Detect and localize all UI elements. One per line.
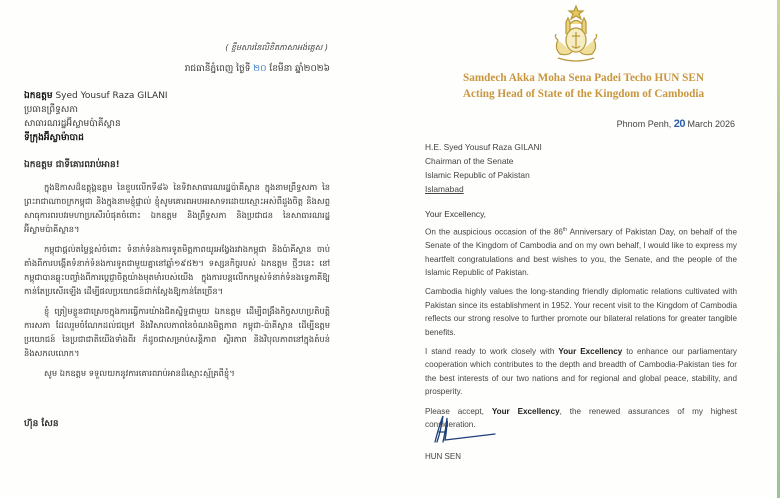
royal-arms-emblem-icon (544, 4, 608, 66)
p1-ordinal-suffix: th (562, 227, 568, 233)
header-title-line-1: Samdech Akka Moha Sena Padei Techo HUN SEN (463, 72, 704, 84)
khmer-addressee-name-line (24, 89, 364, 103)
khmer-date-line (185, 62, 330, 76)
khmer-translation-note: ( ខ្ទឹមសារនៃលិខិតភាសាអង់គ្លេស ) (225, 43, 328, 52)
addressee-country: Islamic Republic of Pakistan (425, 170, 530, 180)
paragraph-1 (425, 224, 737, 279)
p3-text-a: I stand ready to work closely with (425, 346, 559, 356)
english-letter (390, 0, 777, 498)
english-body (425, 224, 737, 437)
signatory-name: HUN SEN (425, 452, 462, 461)
khmer-addressee-block (24, 89, 364, 145)
khmer-title: ឯកឧត្តម (24, 91, 53, 101)
date-suffix: March 2026 (684, 119, 735, 129)
khmer-salutation: ឯកឧត្តម ជាទីគោរពរាប់អាន! (24, 160, 120, 170)
p4-bold-title: Your Excellency (491, 406, 560, 416)
paragraph-2: Cambodia highly values the long-standing friendly diplomatic relations cultivated with Pakistan since its establishment in 1952. Your recent visit to the Kingdom of Cambodia reflects our strong resolve to further promote our bilateral relations for greater tangible benefits. (425, 287, 737, 337)
khmer-paragraph: កម្ពុជាផ្តល់តម្លៃខ្ពស់ចំពោះ ទំនាក់ទំនងការទូតមិត្តភាពយូរអង្វែងរវាងកម្ពុជា និងប៉ាគីស្ថាន ចាប់តាំងពីការបង្កើតទំនាក់ទំនងការទូតជាមួយគ្នានៅឆ្នាំ១៩៥២។ ទស្សនកិច្ចរបស់ ឯកឧត្តម ថ្មីៗនេះ នៅកម្ពុជាបានឆ្លុះបញ្ចាំងពីការប្តេជ្ញាចិត្តយ៉ាងមុតមាំរបស់យើង ក្នុងការបន្តលើកកម្ពស់ទំនាក់ទំនងទ្វេភាគីឱ្យកាន់តែប្រសើរឡើង ដើម្បីផលប្រយោជន៍ជាក់ស្តែងឱ្យកាន់តែច្រើន។ (24, 244, 330, 296)
khmer-body (24, 180, 330, 386)
english-date-line (617, 118, 735, 130)
khmer-signature-name: ហ៊ុន សែន (24, 419, 59, 429)
addressee-name: H.E. Syed Yousuf Raza GILANI (425, 142, 542, 152)
english-addressee-block (425, 140, 542, 196)
khmer-addressee-name: Syed Yousuf Raza GILANI (52, 91, 168, 101)
addressee-position: Chairman of the Senate (425, 156, 514, 166)
addressee-city: Islamabad (425, 184, 464, 194)
p1-text-b: Anniversary of Pakistan Day, on behalf of the Senate of the Kingdom of Cambodia and on my own behalf, I would like to express my heartfelt congratulations and best wishes to you, the Senate, and the people of the Islamic Republic of Pakistan. (425, 227, 738, 277)
p4-text-a: Please accept, (425, 406, 492, 416)
khmer-paragraph: ក្នុងឱកាសដ៏ឧត្តុង្គឧត្តម នៃខួបលើកទី៨៦ នៃទិវាសាធារណរដ្ឋប៉ាគីស្ថាន ក្នុងនាមព្រឹទ្ធសភា នៃព្រះរាជាណាចក្រកម្ពុជា និងក្នុងនាមខ្ញុំផ្ទាល់ ខ្ញុំសូមគោរពអបអរសាទរដោយស្មោះអស់ពីដួងចិត្ត និងសព្ទសាធុការពរបវរមហាប្រសើរបំផុតចំពោះ ឯកឧត្តម និងព្រឹទ្ធសភា និងប្រជាជន នៃសាធារណរដ្ឋអ៊ីស្លាមប៉ាគីស្ថាន។ (24, 182, 330, 234)
p3-text-b: to enhance our parliamentary cooperation which contributes to the depth and breadth of Cambodia-Pakistan ties for the best interests of our two nations and for regional and global peace, stability, and prosperity. (425, 346, 737, 397)
english-salutation: Your Excellency, (425, 209, 486, 219)
khmer-addressee-city: ទីក្រុងអ៊ីស្លាម៉ាបាដ (24, 133, 84, 143)
header-title-line-2: Acting Head of State of the Kingdom of Cambodia (462, 88, 705, 100)
p3-bold-title: Your Excellency (558, 346, 623, 356)
paragraph-3 (425, 345, 737, 399)
khmer-date-prefix: រាជធានីភ្នំពេញ ថ្ងៃទី (184, 64, 254, 74)
handwritten-signature-icon (425, 412, 505, 448)
khmer-paragraph: សូម ឯកឧត្តម ទទួលយកនូវការគោរពរាប់អានដ៏ស្មោះស្ម័គ្រពីខ្ញុំ។ (44, 368, 235, 378)
date-day: 20 (673, 118, 685, 130)
khmer-paragraph: ខ្ញុំ ត្រៀមខ្លួនជាស្រេចក្នុងការធ្វើការយ៉ាងជិតស្និទ្ធជាមួយ ឯកឧត្តម ដើម្បីពង្រឹងកិច្ចសហប្រតិបត្តិការសភា ដែលរួមចំណែកដល់ជម្រៅ និងវិសាលភាពនៃចំណងមិត្តភាព កម្ពុជា-ប៉ាគីស្ថាន ដើម្បីឧត្តមប្រយោជន៍ នៃប្រជាជាតិយើងទាំងពីរ ក៏ដូចជាសម្រាប់សន្តិភាព ស្ថិរភាព និងវិបុលភាពនៅក្នុងតំបន់ និងសកលលោក។ (24, 306, 330, 358)
khmer-date-suffix: ខែមីនា ឆ្នាំ២០២៦ (266, 64, 330, 74)
khmer-date-day: ២០ (253, 64, 267, 74)
p1-text-a: On the auspicious occasion of the 86 (425, 227, 563, 237)
khmer-addressee-country: សាធារណរដ្ឋអ៊ីស្លាមប៉ាគីស្ថាន (24, 119, 121, 129)
date-prefix: Phnom Penh, (616, 119, 674, 129)
khmer-addressee-position: ប្រធានព្រឹទ្ធសភា (24, 105, 78, 115)
p4-text-b: , the renewed assurances of my highest consideration. (425, 406, 738, 429)
